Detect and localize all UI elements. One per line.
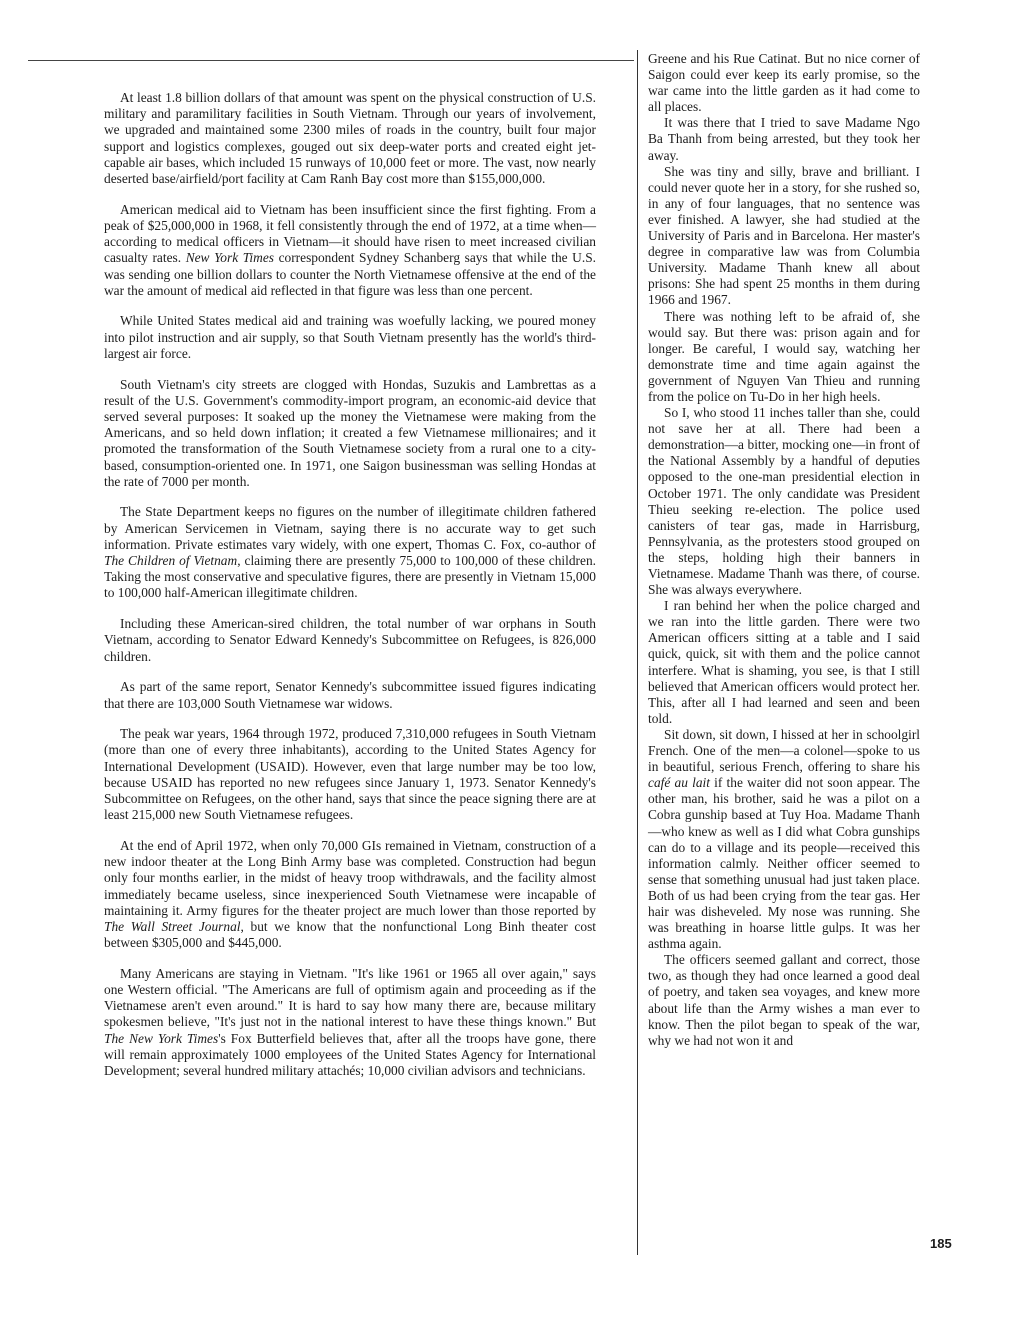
column-divider (637, 50, 638, 1255)
paragraph: Greene and his Rue Catinat. But no nice corner of Saigon could ever keep its early promise, so the war came into the little garden as it had come to all places. (648, 51, 920, 115)
paragraph: The peak war years, 1964 through 1972, produced 7,310,000 refugees in South Vietnam (more than one of every three inhabitants), according to the United States Agency for International Development (USAID). However, even that large number may be too low, because USAID has reported no new refugees since January 1, 1973. Senator Kennedy's Subcommittee on Refugees, on the other hand, says that since the peace signing there are at least 215,000 new South Vietnamese refugees. (104, 726, 596, 823)
paragraph (648, 727, 920, 952)
paragraph: So I, who stood 11 inches taller than she, could not save her at all. There had been a demonstration—a bitter, mocking one—in front of the National Assembly by a handful of deputies opposed to the one-man presidential election in October 1971. The only candidate was President Thieu seeking re-election. The police used canisters of tear gas, made in Harrisburg, Pennsylvania, as the protesters stood grouped on the steps, holding high their banners in Vietnamese. Madame Thanh was there, of course. She was always everywhere. (648, 405, 920, 598)
paragraph-text: , but we know that the nonfunctional Long Binh theater cost between $305,000 and $445,000. (104, 918, 597, 951)
book-title: The Children of Vietnam (104, 553, 238, 569)
paragraph: South Vietnam's city streets are clogged with Hondas, Suzukis and Lambrettas as a result of the U.S. Government's commodity-import program, an economic-aid device that served several purposes: It soaked up the money the Vietnamese were making from the Americans, and so held down inflation; it created a few Vietnamese millionaires; and it promoted the transformation of the South Vietnamese society from a rural one to a city-based, consumption-oriented one. In 1971, one Saigon businessman was selling Hondas at the rate of 7000 per month. (104, 376, 596, 489)
paragraph-text: if the waiter did not soon appear. The other man, his brother, said he was a pilot on a Cobra gunship based at Tuy Hoa. Madame Thanh—who knew as well as I did what Cobra gunships can do to a village and its people—received this information calmly. Neither officer seemed to sense that something unusual had just taken place. Both of us had been crying from the tear gas. Her hair was disheveled. My nose was running. She was breathing in hoarse little gulps. It was her asthma again. (648, 775, 920, 952)
paragraph: While United States medical aid and training was woefully lacking, we poured money into pilot instruction and air supply, so that South Vietnam presently has the world's third-largest air force. (104, 313, 596, 361)
paragraph: The officers seemed gallant and correct, those two, as though they had once learned a good deal of poetry, and taken sea voyages, and knew more about life than the Army wishes a man ever to know. Then the pilot began to speak of the war, why we had not won it and (648, 952, 920, 1048)
paragraph (104, 966, 596, 1079)
paragraph: There was nothing left to be afraid of, she would say. But there was: prison again and for longer. Be careful, I would say, watching her demonstrate time and time again against the government of Nguyen Van Thieu and running from the police on Tu-Do in her high heels. (648, 308, 920, 404)
paragraph-text: Many Americans are staying in Vietnam. "It's like 1961 or 1965 all over again," says one Western official. "The Americans are full of optimism again and proceeding as if the Vietnamese aren't even around." It is hard to say how many there are, because military spokesmen believe, "It's just not in the national interest to have these things known." But (104, 965, 596, 1030)
paragraph-text: At the end of April 1972, when only 70,000 GIs remained in Vietnam, construction of a new indoor theater at the Long Binh Army base was completed. Construction had begun only four months earlier, in the midst of heavy troop withdrawals, and the facility almost immediately became useless, since inexperienced South Vietnamese were incapable of maintaining it. Army figures for the theater project are much lower than those reported by (104, 837, 596, 918)
page-number: 185 (930, 1236, 952, 1251)
publication-title: The Wall Street Journal (104, 918, 241, 934)
publication-title: The New York Times (104, 1030, 219, 1046)
paragraph-text: American medical aid to Vietnam has been insufficient since the first fighting. From a peak of $25,000,000 in 1968, it fell consistently through the end of 1972, at a time when—according to medical officers in Vietnam—it should have risen to meet increased civilian casualty rates. (104, 201, 596, 266)
paragraph: It was there that I tried to save Madame Ngo Ba Thanh from being arrested, but they took her away. (648, 115, 920, 163)
paragraph: As part of the same report, Senator Kennedy's subcommittee issued figures indicating that there are 103,000 South Vietnamese war widows. (104, 679, 596, 711)
paragraph-text: Sit down, sit down, I hissed at her in schoolgirl French. One of the men—a colonel—spoke to us in beautiful, serious French, offering to share his (648, 726, 920, 775)
paragraph: At least 1.8 billion dollars of that amount was spent on the physical construction of U.S. military and paramilitary facilities in South Vietnam. Through our years of involvement, we upgraded and maintained some 2300 miles of roads in the country, built four major support and logistics complexes, gouged out six deep-water ports and created eight jet-capable air bases, which included 15 runways of 10,000 feet or more. The vast, now nearly deserted base/airfield/port facility at Cam Ranh Bay cost more than $155,000,000. (104, 90, 596, 187)
right-column (648, 51, 920, 1049)
paragraph: She was tiny and silly, brave and brilliant. I could never quote her in a story, for she rushed so, in any of four languages, that no sentence was ever finished. A lawyer, she had studied at the University of Paris and in Barcelona. Her master's degree in comparative law was from Columbia University. Madame Thanh knew all about prisons: She had spent 25 months in them during 1966 and 1967. (648, 163, 920, 308)
left-column (104, 90, 596, 1094)
publication-title: New York Times (185, 250, 274, 266)
paragraph (104, 202, 596, 299)
paragraph-text: , claiming there are presently 75,000 to 100,000 of these children. Taking the most conservative and speculative figures, there are presently in Vietnam 15,000 to 100,000 half-American illegitimate children. (104, 553, 596, 601)
paragraph-text: 's Fox Butterfield believes that, after all the troops have gone, there will remain approximately 1000 employees of the United States Agency for International Development; several hundred military attachés; 10,000 civilian advisors and technicians. (104, 1030, 596, 1079)
paragraph: Including these American-sired children, the total number of war orphans in South Vietnam, according to Senator Edward Kennedy's Subcommittee on Refugees, is 826,000 children. (104, 616, 596, 664)
top-rule (28, 60, 634, 61)
paragraph-text: The State Department keeps no figures on the number of illegitimate children fathered by American Servicemen in Vietnam, saying there is no accurate way to get such information. Private estimates vary widely, with one expert, Thomas C. Fox, co-author of (104, 504, 596, 552)
foreign-phrase: café au lait (648, 775, 710, 791)
paragraph (104, 838, 596, 951)
paragraph: I ran behind her when the police charged and we ran into the little garden. There were two American officers sitting at a table and I said quick, quick, sit with them and the police cannot interfere. What is shaming, you see, is that I still believed that American officers would protect her. This, after all I had learned and seen and been told. (648, 598, 920, 726)
paragraph (104, 504, 596, 601)
paragraph-text: correspondent Sydney Schanberg says that while the U.S. was sending one billion dollars to counter the North Vietnamese offensive at the end of the war the amount of medical aid reflected in that figure was less than one percent. (104, 250, 596, 298)
